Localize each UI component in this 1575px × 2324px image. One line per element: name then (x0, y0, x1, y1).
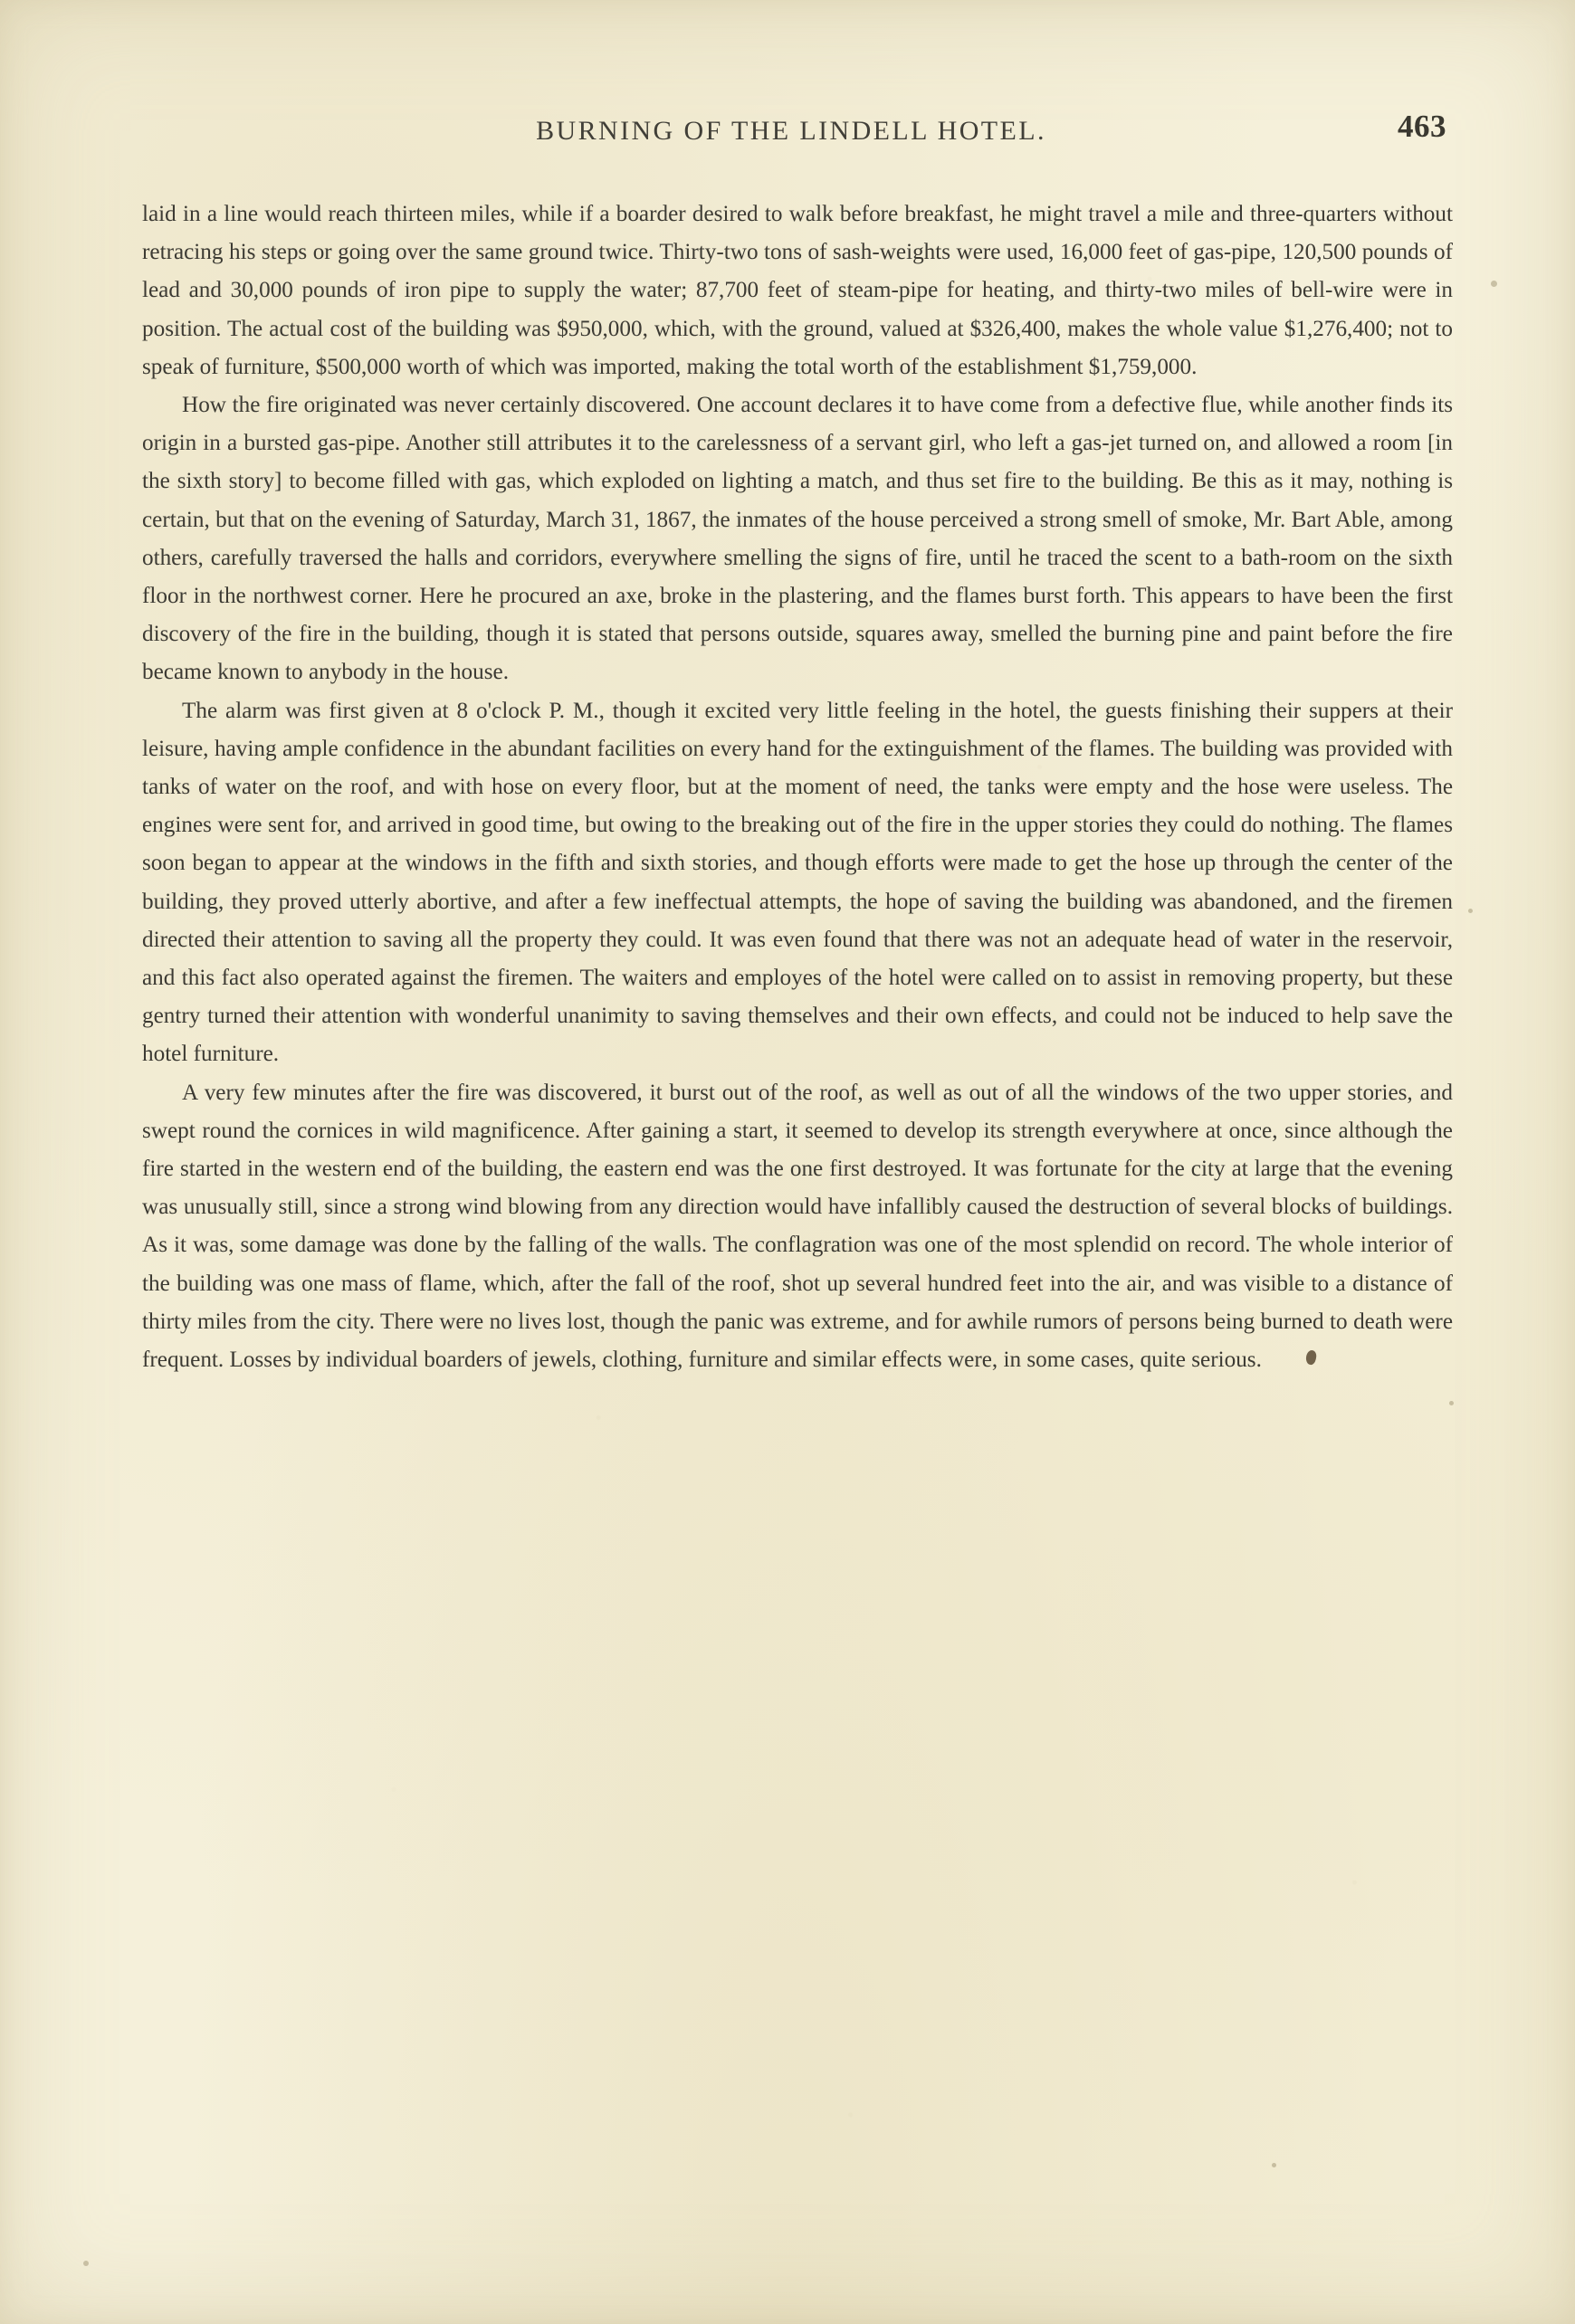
paragraph-2: How the fire originated was never certainly discovered. One account declares it to have come from a defective flue, while another finds its origin in a bursted gas-pipe. Another still attributes it to the carelessness of a servant girl, who left a gas-jet turned on, and allowed a room [in the sixth story] to become filled with gas, which exploded on lighting a match, and thus set fire to the building. Be this as it may, nothing is certain, but that on the evening of Saturday, March 31, 1867, the inmates of the house perceived a strong smell of smoke, Mr. Bart Able, among others, carefully traversed the halls and corridors, everywhere smelling the signs of fire, until he traced the scent to a bath-room on the sixth floor in the northwest corner. Here he procured an axe, broke in the plastering, and the flames burst forth. This appears to have been the first discovery of the fire in the building, though it is stated that persons outside, squares away, smelled the burning pine and paint before the fire became known to anybody in the house. (142, 393, 1453, 685)
paper-speck (1468, 909, 1473, 913)
running-head: BURNING OF THE LINDELL HOTEL. (536, 116, 1046, 146)
page-number: 463 (1398, 109, 1446, 144)
paragraph-1: laid in a line would reach thirteen miles, while if a boarder desired to walk before breakfast, he might travel a mile and three-quarters without retracing his steps or going over the same ground twice. Thirty-two tons of sash-weights were used, 16,000 feet of gas-pipe, 120,500 pounds of lead and 30,000 pounds of iron pipe to supply the water; 87,700 feet of steam-pipe for heating, and thirty-two miles of bell-wire were in position. The actual cost of the building was $950,000, which, with the ground, valued at $326,400, makes the whole value $1,276,400; not to speak of furniture, $500,000 worth of which was imported, making the total worth of the establishment $1,759,000. (142, 202, 1453, 379)
paper-speck (1449, 1401, 1454, 1405)
body-text (142, 195, 1453, 1379)
page-header (136, 109, 1446, 147)
paper-speck (1491, 281, 1497, 287)
paragraph-4: A very few minutes after the fire was discovered, it burst out of the roof, as well as out of all the windows of the two upper stories, and swept round the cornices in wild magnificence. After gaining a start, it seemed to develop its strength everywhere at once, since although the fire started in the western end of the building, the eastern end was the one first destroyed. It was fortunate for the city at large that the evening was unusually still, since a strong wind blowing from any direction would have infallibly caused the destruction of several blocks of buildings. As it was, some damage was done by the falling of the walls. The conflagration was one of the most splendid on record. The whole interior of the building was one mass of flame, which, after the fall of the roof, shot up several hundred feet into the air, and was visible to a distance of thirty miles from the city. There were no lives lost, though the panic was extreme, and for awhile rumors of persons being burned to death were frequent. Losses by individual boarders of jewels, clothing, furniture and similar effects were, in some cases, quite serious. (142, 1080, 1453, 1373)
paragraph-3: The alarm was first given at 8 o'clock P. M., though it excited very little feeling in the hotel, the guests finishing their suppers at their leisure, having ample confidence in the abundant facilities on every hand for the extinguishment of the flames. The building was provided with tanks of water on the roof, and with hose on every floor, but at the moment of need, the tanks were empty and the hose were useless. The engines were sent for, and arrived in good time, but owing to the breaking out of the fire in the upper stories they could do nothing. The flames soon began to appear at the windows in the fifth and sixth stories, and though efforts were made to get the hose up through the center of the building, they proved utterly abortive, and after a few ineffectual attempts, the hope of saving the building was abandoned, and the firemen directed their attention to saving all the property they could. It was even found that there was not an adequate head of water in the reservoir, and this fact also operated against the firemen. The waiters and employes of the hotel were called on to assist in removing property, but these gentry turned their attention with wonderful unanimity to saving themselves and their own effects, and could not be induced to help save the hotel furniture. (142, 698, 1453, 1067)
paper-speck (83, 2261, 89, 2266)
paper-speck (1272, 2163, 1276, 2167)
